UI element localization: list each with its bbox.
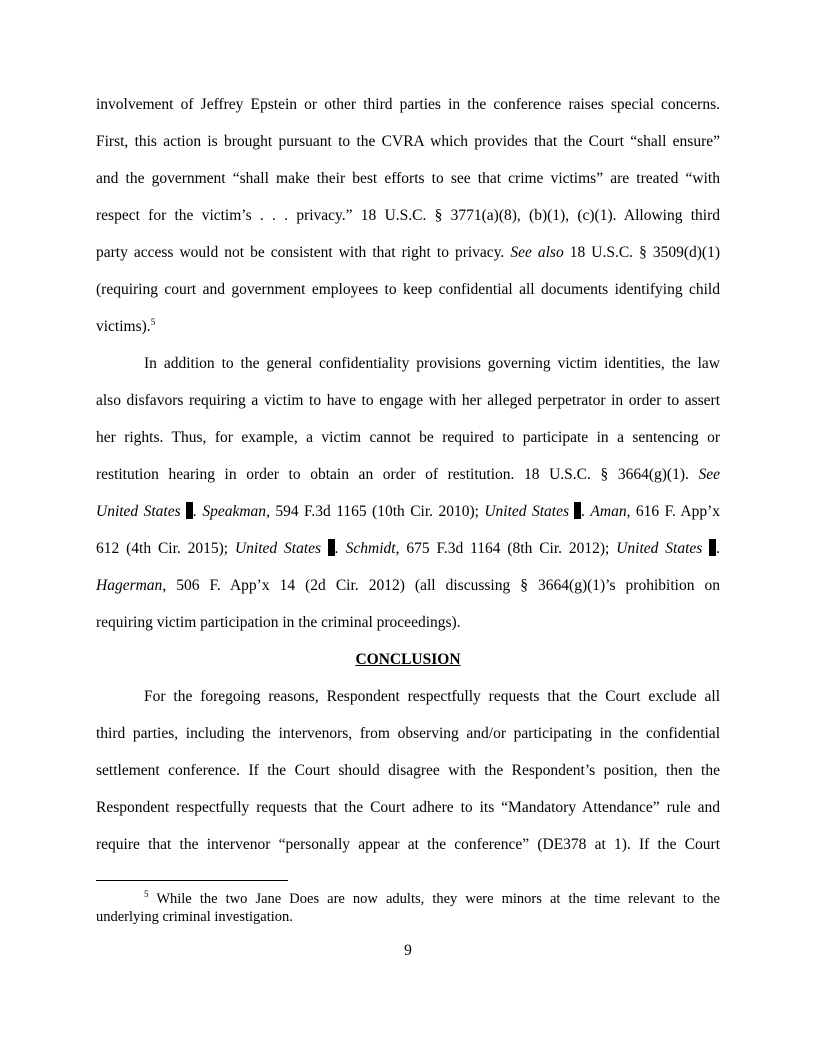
body-line: and the government “shall make their best efforts to see that crime victims” are treated “with (96, 170, 720, 187)
body-line: requiring victim participation in the criminal proceedings). (96, 614, 461, 631)
footnote-marker: 5 (144, 889, 149, 900)
body-line: require that the intervenor “personally appear at the conference” (DE378 at 1). If the Court (96, 836, 720, 853)
body-line: victims).$^5$ (96, 316, 156, 335)
body-line: involvement of Jeffrey Epstein or other third parties in the conference raises special concerns. (96, 96, 720, 113)
body-line: also disfavors requiring a victim to have to engage with her alleged perpetrator in order to assert (96, 392, 720, 409)
page-number: 9 (404, 942, 412, 959)
citation-signal: See also (510, 244, 564, 261)
body-line: third parties, including the intervenors, from observing and/or participating in the confidential (96, 725, 720, 742)
body-line: restitution hearing in order to obtain an order of restitution. 18 U.S.C. § 3664(g)(1). See (96, 466, 720, 483)
body-line: respect for the victim’s . . . privacy.” 18 U.S.C. § 3771(a)(8), (b)(1), (c)(1). Allowing third (96, 207, 720, 224)
body-line: party access would not be consistent with that right to privacy. See also 18 U.S.C. § 3509(d)(1) (96, 244, 720, 261)
footnote-separator (96, 880, 288, 881)
footnote-ref: 5 (150, 316, 156, 327)
body-line: her rights. Thus, for example, a victim cannot be required to participate in a sentencing or (96, 429, 720, 446)
body-line: For the foregoing reasons, Respondent respectfully requests that the Court exclude all (144, 688, 720, 705)
body-line: Hagerman, 506 F. App’x 14 (2d Cir. 2012) (all discussing § 3664(g)(1)’s prohibition on (96, 577, 720, 594)
body-line: Respondent respectfully requests that the Court adhere to its “Mandatory Attendance” rule and (96, 799, 720, 816)
footnote-line: underlying criminal investigation. (96, 909, 293, 925)
body-line: 612 (4th Cir. 2015); United States . Schmidt, 675 F.3d 1164 (8th Cir. 2012); United States . (96, 540, 721, 557)
body-line: United States . Speakman, 594 F.3d 1165 (10th Cir. 2010); United States . Aman, 616 F. App’x (96, 503, 720, 520)
section-heading: CONCLUSION (355, 651, 461, 668)
body-line: First, this action is brought pursuant to the CVRA which provides that the Court “shall ensure” (96, 133, 720, 150)
redaction-bar (186, 502, 193, 519)
body-line: In addition to the general confidentiality provisions governing victim identities, the law (144, 355, 720, 372)
redaction-bar (328, 539, 335, 556)
footnote-line: $^5$ While the two Jane Does are now adults, they were minors at the time relevant to the (144, 889, 720, 907)
body-line: (requiring court and government employees to keep confidential all documents identifying child (96, 281, 720, 298)
citation-signal: See (698, 466, 720, 483)
body-line: settlement conference. If the Court should disagree with the Respondent’s position, then the (96, 762, 720, 779)
